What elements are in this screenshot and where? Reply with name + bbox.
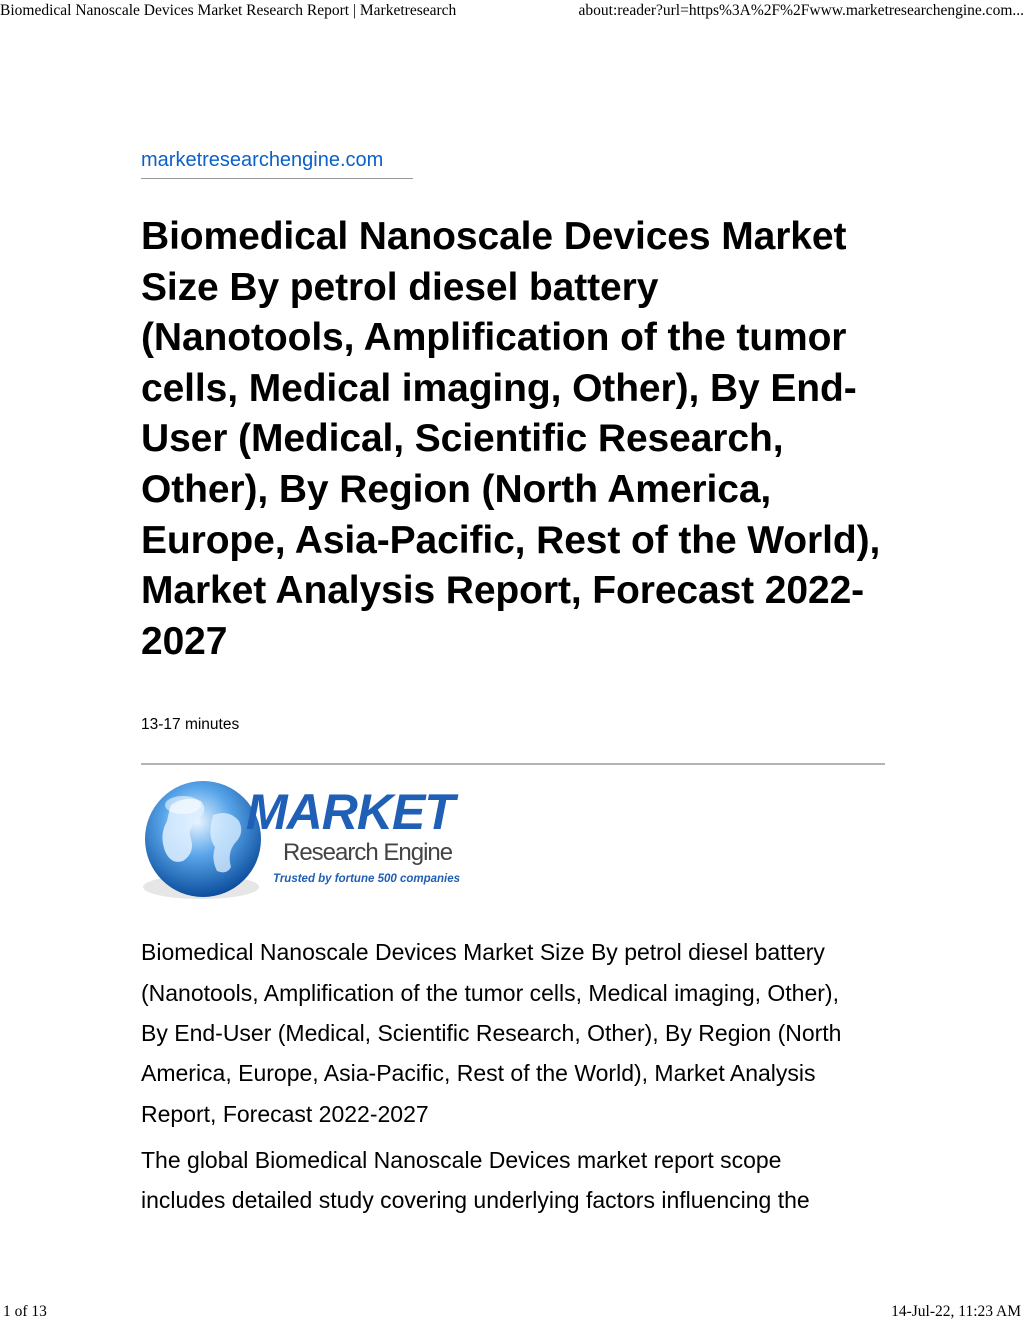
logo-tagline: Trusted by fortune 500 companies bbox=[273, 873, 461, 886]
logo-subtitle: Research Engine bbox=[283, 839, 453, 867]
article-paragraph: Biomedical Nanoscale Devices Market Size By petrol diesel battery (Nanotools, Amplification of the tumor cells, Medical imaging, Other), By End-User (Medical, Scientific Research, Other), By Region (North America, Europe, Asia-Pacific, Rest of the World), Market Analysis Report, Forecast 2022-2027 bbox=[141, 939, 842, 1127]
article-title: Biomedical Nanoscale Devices Market Size By petrol diesel battery (Nanotools, Amplification of the tumor cells, Medical imaging, Other), By End-User (Medical, Scientific Research, Other), By Region (North America, Europe, Asia-Pacific, Rest of the World), Market Analysis Report, Forecast 2022-2027 bbox=[141, 215, 881, 663]
logo-word: MARKET bbox=[246, 784, 454, 841]
header-divider bbox=[141, 763, 885, 765]
print-timestamp: 14-Jul-22, 11:23 AM bbox=[891, 1303, 1021, 1320]
page-indicator: 1 of 13 bbox=[3, 1303, 47, 1320]
reader-article bbox=[141, 146, 885, 1220]
source-domain-link[interactable]: marketresearchengine.com bbox=[141, 146, 413, 179]
market-research-engine-logo bbox=[141, 775, 461, 905]
print-url: about:reader?url=https%3A%2F%2Fwww.marketresearchengine.com... bbox=[578, 2, 1024, 19]
article-paragraph: The global Biomedical Nanoscale Devices market report scope includes detailed study covering underlying factors influencing the bbox=[141, 1146, 810, 1214]
print-footer bbox=[0, 1301, 1024, 1325]
print-header bbox=[0, 0, 1024, 22]
print-page-title: Biomedical Nanoscale Devices Market Research Report | Marketresearch bbox=[0, 2, 457, 19]
reading-time: 13-17 minutes bbox=[141, 716, 240, 734]
globe-logo-icon bbox=[141, 775, 461, 905]
